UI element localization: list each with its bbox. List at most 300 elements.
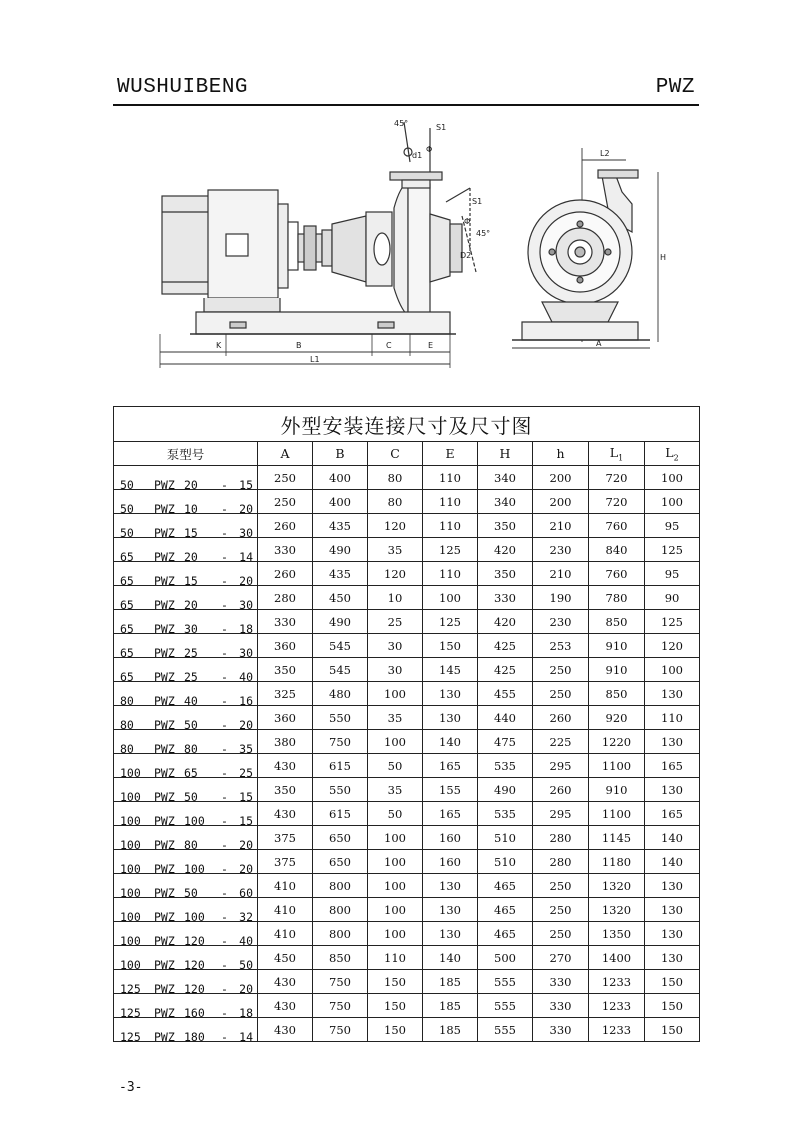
cell-value: 330 — [533, 1018, 589, 1042]
model-part: PWZ — [154, 909, 175, 924]
model-part: 50 — [120, 501, 134, 516]
cell-model — [114, 898, 258, 922]
cell-model — [114, 586, 258, 610]
table-row — [114, 994, 700, 1018]
cell-value: 260 — [258, 514, 313, 538]
cell-value: 400 — [313, 466, 368, 490]
cell-value: 450 — [258, 946, 313, 970]
model-part: 15 — [184, 525, 198, 540]
cell-value: 550 — [313, 778, 368, 802]
model-part: 125 — [120, 1005, 141, 1020]
model-part: 50 — [120, 525, 134, 540]
cell-value: 230 — [533, 610, 589, 634]
table-row — [114, 658, 700, 682]
table-header-row — [114, 442, 700, 466]
cell-value: 200 — [533, 490, 589, 514]
cell-value: 165 — [645, 802, 700, 826]
cell-value: 100 — [368, 826, 423, 850]
cell-value: 130 — [423, 922, 478, 946]
cell-value: 253 — [533, 634, 589, 658]
table-row — [114, 730, 700, 754]
model-part: 15 — [239, 813, 253, 828]
model-part: 100 — [120, 837, 141, 852]
cell-value: 100 — [368, 922, 423, 946]
cell-model — [114, 466, 258, 490]
model-part: PWZ — [154, 549, 175, 564]
cell-value: 435 — [313, 562, 368, 586]
cell-value: 760 — [589, 514, 645, 538]
cell-value: 250 — [533, 682, 589, 706]
label-l1: L1 — [310, 355, 320, 364]
cell-model — [114, 562, 258, 586]
cell-value: 1145 — [589, 826, 645, 850]
model-part: - — [221, 645, 228, 660]
model-part: 160 — [184, 1005, 205, 1020]
cell-value: 150 — [368, 994, 423, 1018]
model-part: - — [221, 525, 228, 540]
cell-value: 90 — [645, 586, 700, 610]
cell-model — [114, 730, 258, 754]
cell-value: 250 — [533, 922, 589, 946]
cell-value: 455 — [478, 682, 533, 706]
model-part: PWZ — [154, 765, 175, 780]
cell-value: 190 — [533, 586, 589, 610]
model-part: - — [221, 861, 228, 876]
cell-value: 10 — [368, 586, 423, 610]
cell-value: 340 — [478, 490, 533, 514]
cell-value: 1233 — [589, 1018, 645, 1042]
model-part: PWZ — [154, 789, 175, 804]
cell-value: 430 — [258, 970, 313, 994]
dimension-table — [113, 406, 700, 1042]
label-angle-45-right: 45° — [476, 229, 491, 238]
model-part: - — [221, 621, 228, 636]
cell-value: 850 — [589, 682, 645, 706]
cell-value: 475 — [478, 730, 533, 754]
label-phi-top: Φ — [426, 145, 433, 154]
model-part: 100 — [120, 765, 141, 780]
model-part: - — [221, 957, 228, 972]
cell-value: 35 — [368, 706, 423, 730]
cell-value: 425 — [478, 634, 533, 658]
header-label: H — [499, 446, 511, 461]
cell-value: 420 — [478, 538, 533, 562]
cell-value: 130 — [423, 874, 478, 898]
cell-value: 490 — [313, 610, 368, 634]
cell-value: 1100 — [589, 802, 645, 826]
cell-value: 465 — [478, 898, 533, 922]
model-part: 32 — [239, 909, 253, 924]
cell-value: 295 — [533, 802, 589, 826]
label-e: E — [428, 341, 434, 350]
cell-model — [114, 754, 258, 778]
model-part: 14 — [239, 1029, 253, 1044]
model-part: 100 — [120, 813, 141, 828]
cell-value: 165 — [645, 754, 700, 778]
model-part: 40 — [184, 693, 198, 708]
model-part: 100 — [120, 933, 141, 948]
header-col-7 — [589, 442, 645, 466]
cell-value: 430 — [258, 754, 313, 778]
cell-value: 800 — [313, 874, 368, 898]
model-part: 20 — [184, 477, 198, 492]
cell-value: 615 — [313, 754, 368, 778]
model-part: 15 — [239, 477, 253, 492]
model-part: 80 — [184, 741, 198, 756]
page-header — [113, 74, 699, 106]
cell-value: 95 — [645, 514, 700, 538]
cell-value: 100 — [645, 466, 700, 490]
cell-value: 545 — [313, 634, 368, 658]
cell-value: 120 — [645, 634, 700, 658]
model-part: 20 — [239, 501, 253, 516]
model-part: PWZ — [154, 741, 175, 756]
cell-value: 95 — [645, 562, 700, 586]
cell-value: 425 — [478, 658, 533, 682]
model-part: - — [221, 669, 228, 684]
cell-value: 330 — [258, 538, 313, 562]
model-part: - — [221, 741, 228, 756]
model-part: 65 — [120, 645, 134, 660]
header-col-1 — [258, 442, 313, 466]
cell-value: 150 — [368, 970, 423, 994]
cell-value: 150 — [645, 1018, 700, 1042]
cell-value: 555 — [478, 1018, 533, 1042]
table-row — [114, 586, 700, 610]
table-row — [114, 946, 700, 970]
cell-value: 340 — [478, 466, 533, 490]
model-part: 50 — [184, 717, 198, 732]
model-part: PWZ — [154, 861, 175, 876]
model-part: - — [221, 933, 228, 948]
header-right-title: PWZ — [655, 76, 695, 99]
model-part: PWZ — [154, 693, 175, 708]
model-part: 100 — [184, 813, 205, 828]
cell-value: 535 — [478, 754, 533, 778]
table-row — [114, 970, 700, 994]
header-label: L — [665, 444, 674, 460]
cell-model — [114, 826, 258, 850]
cell-model — [114, 946, 258, 970]
header-col-3 — [368, 442, 423, 466]
header-label: C — [390, 446, 400, 461]
cell-value: 260 — [533, 706, 589, 730]
cell-value: 360 — [258, 634, 313, 658]
label-s1-right: S1 — [472, 197, 483, 206]
cell-value: 840 — [589, 538, 645, 562]
model-part: PWZ — [154, 717, 175, 732]
header-col-8 — [645, 442, 700, 466]
model-part: 10 — [184, 501, 198, 516]
cell-value: 350 — [258, 658, 313, 682]
header-subscript: 2 — [673, 453, 679, 463]
model-part: - — [221, 693, 228, 708]
model-part: - — [221, 549, 228, 564]
model-part: - — [221, 1029, 228, 1044]
dimension-table-wrapper — [113, 406, 699, 1042]
cell-value: 465 — [478, 874, 533, 898]
cell-value: 160 — [423, 826, 478, 850]
cell-value: 30 — [368, 658, 423, 682]
cell-value: 450 — [313, 586, 368, 610]
cell-value: 920 — [589, 706, 645, 730]
cell-value: 490 — [478, 778, 533, 802]
model-part: 100 — [184, 909, 205, 924]
model-part: PWZ — [154, 501, 175, 516]
cell-value: 110 — [423, 466, 478, 490]
table-row — [114, 610, 700, 634]
cell-value: 130 — [645, 898, 700, 922]
cell-value: 400 — [313, 490, 368, 514]
cell-model — [114, 1018, 258, 1042]
cell-value: 545 — [313, 658, 368, 682]
cell-value: 1350 — [589, 922, 645, 946]
cell-value: 110 — [368, 946, 423, 970]
model-part: 16 — [239, 693, 253, 708]
cell-value: 350 — [478, 562, 533, 586]
cell-value: 420 — [478, 610, 533, 634]
label-l2: L2 — [600, 149, 610, 158]
cell-value: 130 — [645, 946, 700, 970]
model-part: PWZ — [154, 1029, 175, 1044]
cell-value: 160 — [423, 850, 478, 874]
cell-value: 150 — [645, 994, 700, 1018]
table-row — [114, 682, 700, 706]
model-part: 20 — [184, 549, 198, 564]
cell-value: 35 — [368, 538, 423, 562]
model-part: PWZ — [154, 597, 175, 612]
cell-value: 1100 — [589, 754, 645, 778]
header-label: 泵型号 — [166, 446, 205, 462]
cell-model — [114, 778, 258, 802]
cell-value: 110 — [423, 490, 478, 514]
cell-value: 130 — [423, 682, 478, 706]
cell-value: 100 — [368, 874, 423, 898]
cell-value: 295 — [533, 754, 589, 778]
cell-value: 100 — [368, 850, 423, 874]
cell-value: 720 — [589, 490, 645, 514]
model-part: PWZ — [154, 813, 175, 828]
header-label: A — [280, 446, 290, 461]
table-row — [114, 538, 700, 562]
cell-value: 910 — [589, 634, 645, 658]
cell-value: 150 — [368, 1018, 423, 1042]
cell-value: 850 — [589, 610, 645, 634]
cell-value: 535 — [478, 802, 533, 826]
label-s1-top: S1 — [436, 123, 447, 132]
cell-value: 1320 — [589, 874, 645, 898]
cell-value: 80 — [368, 466, 423, 490]
cell-value: 800 — [313, 898, 368, 922]
table-row — [114, 922, 700, 946]
cell-value: 185 — [423, 1018, 478, 1042]
cell-value: 1180 — [589, 850, 645, 874]
label-angle-45-top: 45° — [394, 119, 409, 128]
model-part: - — [221, 1005, 228, 1020]
cell-model — [114, 538, 258, 562]
table-row — [114, 754, 700, 778]
cell-value: 100 — [423, 586, 478, 610]
model-part: 125 — [120, 1029, 141, 1044]
cell-value: 465 — [478, 922, 533, 946]
cell-value: 100 — [645, 658, 700, 682]
model-part: 30 — [184, 621, 198, 636]
model-part: - — [221, 837, 228, 852]
cell-value: 110 — [645, 706, 700, 730]
cell-value: 440 — [478, 706, 533, 730]
model-part: 120 — [184, 957, 205, 972]
cell-value: 750 — [313, 1018, 368, 1042]
label-h: H — [660, 253, 667, 262]
cell-value: 910 — [589, 658, 645, 682]
cell-value: 165 — [423, 754, 478, 778]
model-part: 20 — [239, 861, 253, 876]
cell-value: 1400 — [589, 946, 645, 970]
cell-value: 410 — [258, 898, 313, 922]
model-part: - — [221, 789, 228, 804]
cell-value: 120 — [368, 562, 423, 586]
model-part: 30 — [239, 645, 253, 660]
table-row — [114, 850, 700, 874]
header-subscript: 1 — [618, 453, 624, 463]
table-row — [114, 1018, 700, 1042]
model-part: 65 — [120, 549, 134, 564]
table-row — [114, 826, 700, 850]
cell-value: 100 — [368, 730, 423, 754]
model-part: PWZ — [154, 669, 175, 684]
header-col-6 — [533, 442, 589, 466]
model-part: PWZ — [154, 1005, 175, 1020]
cell-value: 25 — [368, 610, 423, 634]
table-row — [114, 898, 700, 922]
cell-value: 910 — [589, 778, 645, 802]
cell-value: 35 — [368, 778, 423, 802]
model-part: 80 — [120, 741, 134, 756]
header-col-5 — [478, 442, 533, 466]
cell-value: 510 — [478, 826, 533, 850]
model-part: 18 — [239, 621, 253, 636]
table-row — [114, 778, 700, 802]
cell-value: 280 — [533, 850, 589, 874]
cell-value: 140 — [645, 850, 700, 874]
cell-value: 210 — [533, 562, 589, 586]
cell-value: 720 — [589, 466, 645, 490]
cell-value: 130 — [645, 730, 700, 754]
cell-value: 30 — [368, 634, 423, 658]
model-part: 80 — [120, 717, 134, 732]
model-part: 65 — [120, 669, 134, 684]
model-part: - — [221, 717, 228, 732]
cell-value: 100 — [368, 898, 423, 922]
cell-value: 140 — [423, 730, 478, 754]
cell-value: 330 — [533, 970, 589, 994]
cell-value: 120 — [368, 514, 423, 538]
model-part: 20 — [239, 981, 253, 996]
cell-value: 280 — [258, 586, 313, 610]
cell-value: 330 — [258, 610, 313, 634]
cell-value: 250 — [533, 874, 589, 898]
cell-value: 330 — [533, 994, 589, 1018]
cell-model — [114, 514, 258, 538]
cell-value: 125 — [423, 538, 478, 562]
model-part: - — [221, 885, 228, 900]
cell-value: 230 — [533, 538, 589, 562]
cell-model — [114, 658, 258, 682]
model-part: 180 — [184, 1029, 205, 1044]
cell-value: 260 — [533, 778, 589, 802]
cell-value: 480 — [313, 682, 368, 706]
cell-model — [114, 490, 258, 514]
model-part: 25 — [184, 669, 198, 684]
model-part: 65 — [120, 621, 134, 636]
cell-value: 250 — [533, 898, 589, 922]
model-part: PWZ — [154, 525, 175, 540]
cell-value: 325 — [258, 682, 313, 706]
label-a: A — [596, 339, 602, 348]
model-part: PWZ — [154, 957, 175, 972]
header-label: L — [609, 444, 619, 460]
cell-value: 410 — [258, 874, 313, 898]
cell-value: 350 — [478, 514, 533, 538]
cell-value: 490 — [313, 538, 368, 562]
cell-value: 430 — [258, 802, 313, 826]
model-part: 15 — [184, 573, 198, 588]
model-part: PWZ — [154, 573, 175, 588]
table-row — [114, 874, 700, 898]
cell-value: 150 — [423, 634, 478, 658]
model-part: 20 — [239, 717, 253, 732]
cell-value: 250 — [258, 466, 313, 490]
model-part: PWZ — [154, 837, 175, 852]
model-part: 65 — [120, 573, 134, 588]
cell-value: 210 — [533, 514, 589, 538]
cell-value: 130 — [645, 682, 700, 706]
cell-value: 360 — [258, 706, 313, 730]
cell-value: 165 — [423, 802, 478, 826]
table-row — [114, 490, 700, 514]
cell-value: 225 — [533, 730, 589, 754]
model-part: 14 — [239, 549, 253, 564]
model-part: 50 — [184, 885, 198, 900]
model-part: 65 — [120, 597, 134, 612]
model-part: 80 — [120, 693, 134, 708]
cell-value: 550 — [313, 706, 368, 730]
table-row — [114, 634, 700, 658]
cell-value: 250 — [533, 658, 589, 682]
cell-model — [114, 634, 258, 658]
table-body — [114, 466, 700, 1042]
cell-value: 50 — [368, 802, 423, 826]
cell-value: 750 — [313, 730, 368, 754]
model-part: 120 — [184, 981, 205, 996]
model-part: PWZ — [154, 645, 175, 660]
label-k: K — [216, 341, 222, 350]
model-part: - — [221, 501, 228, 516]
cell-value: 140 — [645, 826, 700, 850]
model-part: 100 — [120, 909, 141, 924]
cell-value: 200 — [533, 466, 589, 490]
model-part: 25 — [184, 645, 198, 660]
page-number: -3- — [119, 1080, 143, 1095]
cell-value: 250 — [258, 490, 313, 514]
cell-value: 615 — [313, 802, 368, 826]
cell-value: 125 — [645, 538, 700, 562]
cell-value: 280 — [533, 826, 589, 850]
model-part: 60 — [239, 885, 253, 900]
cell-model — [114, 850, 258, 874]
header-left-title: WUSHUIBENG — [117, 76, 249, 99]
model-part: - — [221, 477, 228, 492]
